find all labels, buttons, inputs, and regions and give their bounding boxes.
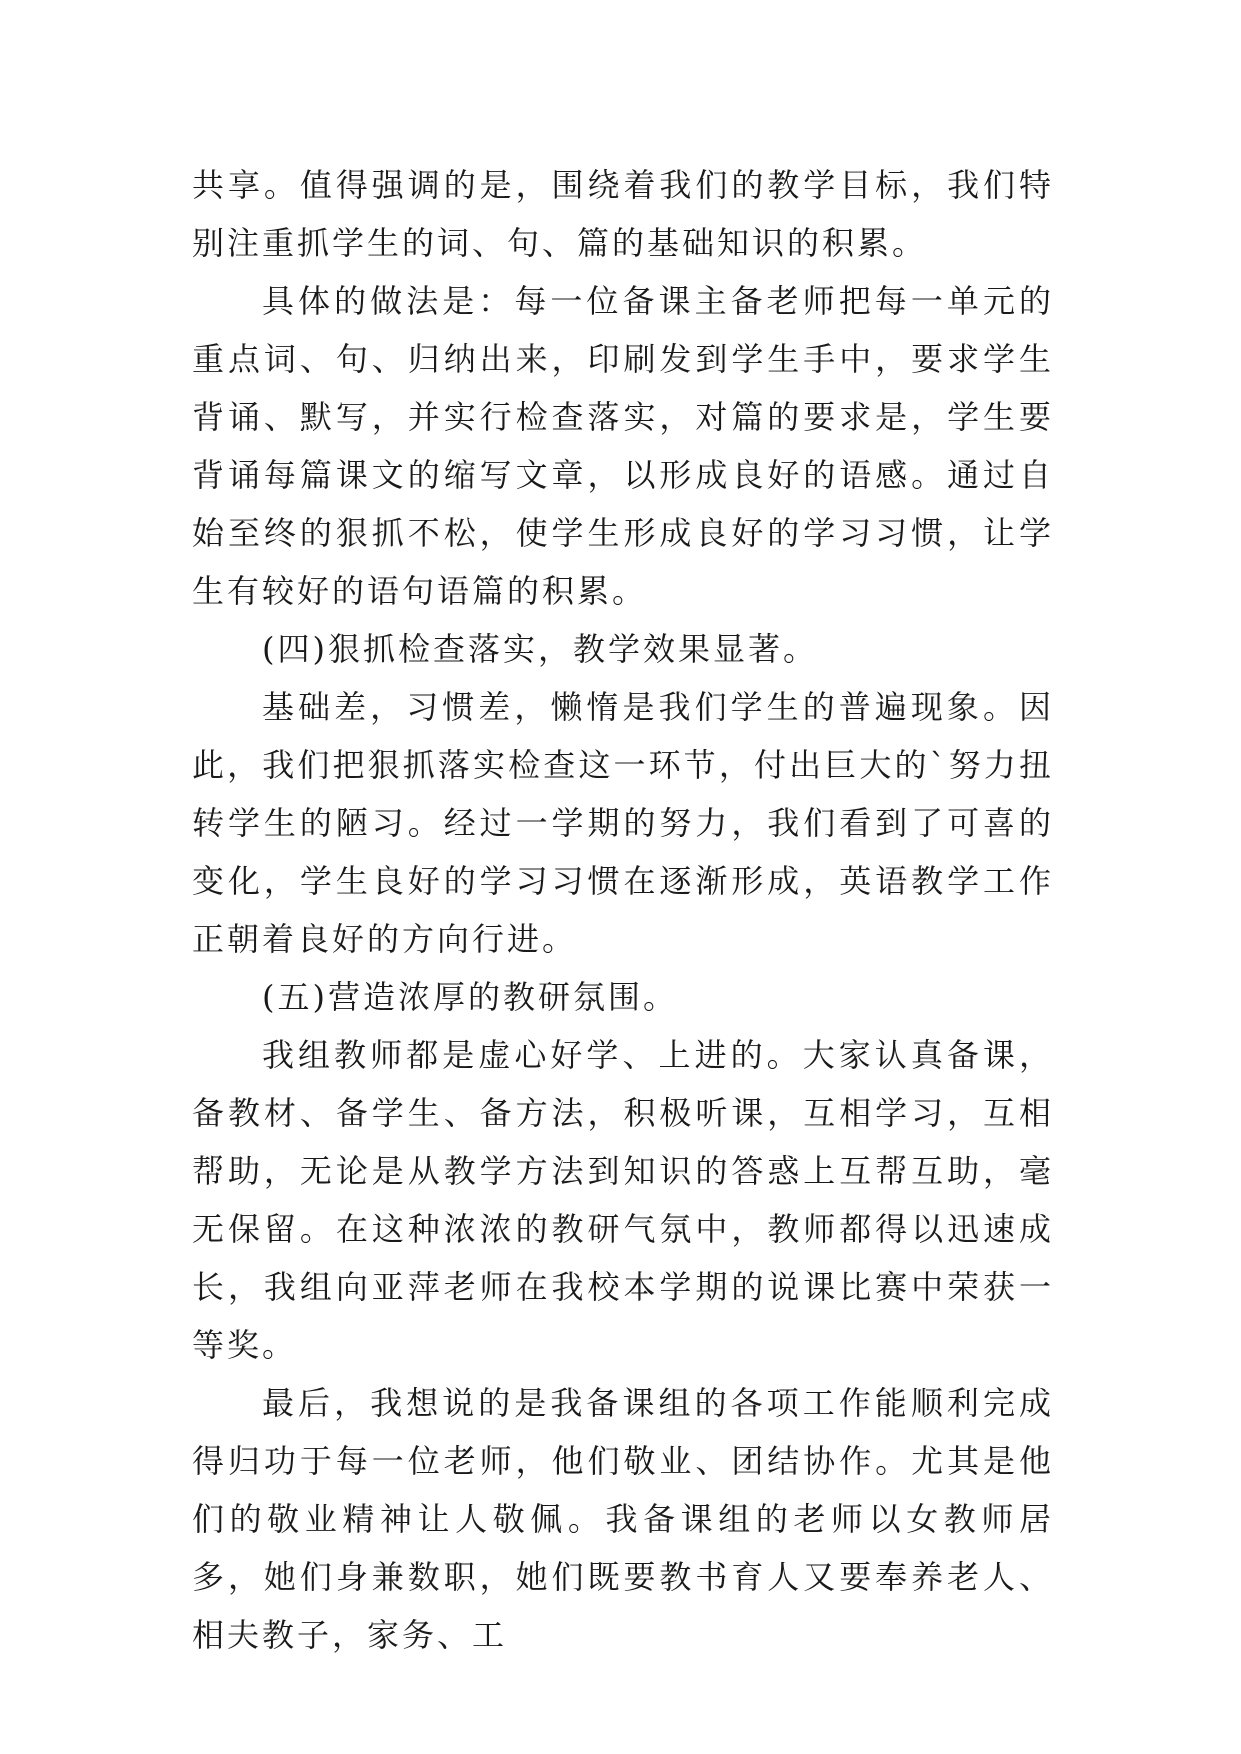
paragraph: 最后，我想说的是我备课组的各项工作能顺利完成得归功于每一位老师，他们敬业、团结协作。尤其是他们的敬业精神让人敬佩。我备课组的老师以女教师居多，她们身兼数职，她们既要教书育人又要奉养老人、相夫教子，家务、工 bbox=[192, 1384, 1054, 1654]
paragraph: 共享。值得强调的是，围绕着我们的教学目标，我们特别注重抓学生的词、句、篇的基础知识的积累。 bbox=[192, 166, 1054, 262]
section-heading: (五)营造浓厚的教研氛围。 bbox=[262, 978, 678, 1016]
body-text bbox=[192, 156, 1054, 1664]
paragraph: 我组教师都是虚心好学、上进的。大家认真备课，备教材、备学生、备方法，积极听课，互相学习，互相帮助，无论是从教学方法到知识的答惑上互帮互助，毫无保留。在这种浓浓的教研气氛中，教师都得以迅速成长，我组向亚萍老师在我校本学期的说课比赛中荣获一等奖。 bbox=[192, 1036, 1054, 1364]
paragraph: 具体的做法是：每一位备课主备老师把每一单元的重点词、句、归纳出来，印刷发到学生手中，要求学生背诵、默写，并实行检查落实，对篇的要求是，学生要背诵每篇课文的缩写文章，以形成良好的语感。通过自始至终的狠抓不松，使学生形成良好的学习习惯，让学生有较好的语句语篇的积累。 bbox=[192, 282, 1054, 610]
paragraph: 基础差，习惯差，懒惰是我们学生的普遍现象。因此，我们把狠抓落实检查这一环节，付出巨大的`努力扭转学生的陋习。经过一学期的努力，我们看到了可喜的变化，学生良好的学习习惯在逐渐形成，英语教学工作正朝着良好的方向行进。 bbox=[192, 688, 1054, 958]
section-heading: (四)狠抓检查落实，教学效果显著。 bbox=[262, 630, 818, 668]
